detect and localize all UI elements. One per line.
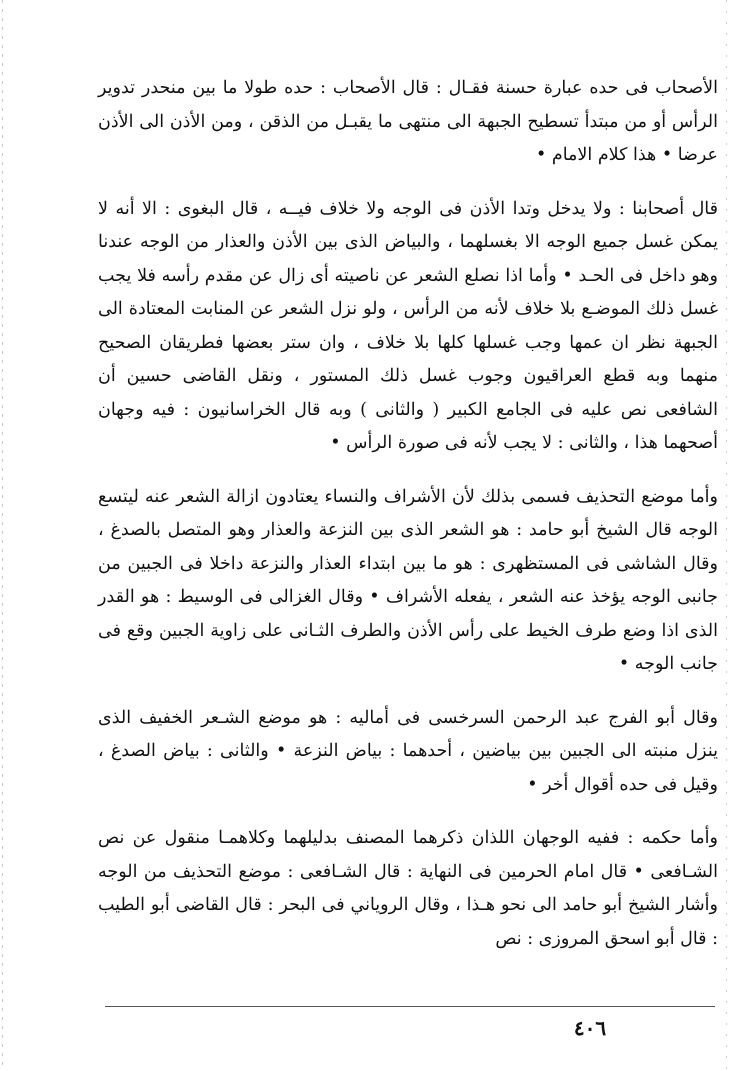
paragraph-gap xyxy=(98,802,718,822)
paragraph-3: وأما موضع التحذيف فسمى بذلك لأن الأشراف والنساء يعتادون ازالة الشعر عنه ليتسع الوجه قال الشيخ أبو حامد : هو الشعر الذى بين النزعة والعذار وهو المتصل بالصدغ ، وقال الشاشى فى المستظهرى : هو ما بين ابتداء العذار والنزعة داخلا فى الجبين من جانبى الوجه يؤخذ عنه الشعر ، يفعله الأشراف • وقال الغزالى فى الوسيط : هو القدر الذى اذا وضع طرف الخيط على رأس الأذن والطرف الثـانى على زاوية الجبين وقع فى جانب الوجه • xyxy=(98,486,718,674)
scan-edge-right xyxy=(726,0,727,1071)
paragraph-gap xyxy=(98,173,718,193)
paragraph-4: وقال أبو الفرج عبد الرحمن السرخسى فى أماليه : هو موضع الشـعر الخفيف الذى ينزل منبته الى الجبين بين بياضين ، أحدهما : بياض النزعة • والثانى : بياض الصدغ ، وقيل فى حده أقوال أخر • xyxy=(98,707,718,795)
paragraph-2: قال أصحابنا : ولا يدخل وتدا الأذن فى الوجه ولا خلاف فيــه ، قال البغوى : الا أنه لا يمكن غسل جميع الوجه الا بغسلهما ، والبياض الذى بين الأذن والعذار من الوجه عندنا وهو داخل فى الحـد • وأما اذا نصلع الشعر عن ناصيته أى زال عن مقدم رأسه فلا يجب غسل ذلك الموضـع بلا خلاف لأنه من الرأس ، ولو نزل الشعر عن المنابت المعتادة الى الجبهة نظر ان عمها وجب غسلها كلها بلا خلاف ، وان ستر بعضها فطريقان الصحيح منهما وبه قطع العراقيون وجوب غسل ذلك المستور ، ونقل القاضى حسين أن الشافعى نص عليه فى الجامع الكبير ( والثانى ) وبه قال الخراسانيون : فيه وجهان أصحهما هذا ، والثانى : لا يجب لأنه فى صورة الرأس • xyxy=(98,198,718,453)
paragraph-5: وأما حكمه : ففيه الوجهان اللذان ذكرهما المصنف بدليلهما وكلاهمـا منقول عن نص الشـافعى • قال امام الحرمين فى النهاية : قال الشـافعى : موضع التحذيف من الوجه وأشار الشيخ أبو حامد الى نحو هـذا ، وقال الروياني فى البحر : قال القاضى أبو الطيب : قال أبو اسحق المروزى : نص xyxy=(98,828,718,949)
scan-edge-left xyxy=(2,0,3,1071)
paragraph-1: الأصحاب فى حده عبارة حسنة فقـال : قال الأصحاب : حده طولا ما بين منحدر تدوير الرأس أو من مبتدأ تسطيح الجبهة الى منتهى ما يقبـل من الذقن ، ومن الأذن الى الأذن عرضا • هذا كلام الامام • xyxy=(98,78,718,165)
paragraph-gap xyxy=(98,461,718,481)
paragraph-gap xyxy=(98,682,718,702)
text-body xyxy=(98,72,718,956)
page-number: ٤٠٦ xyxy=(573,1016,607,1040)
footer-rule xyxy=(105,1006,715,1007)
